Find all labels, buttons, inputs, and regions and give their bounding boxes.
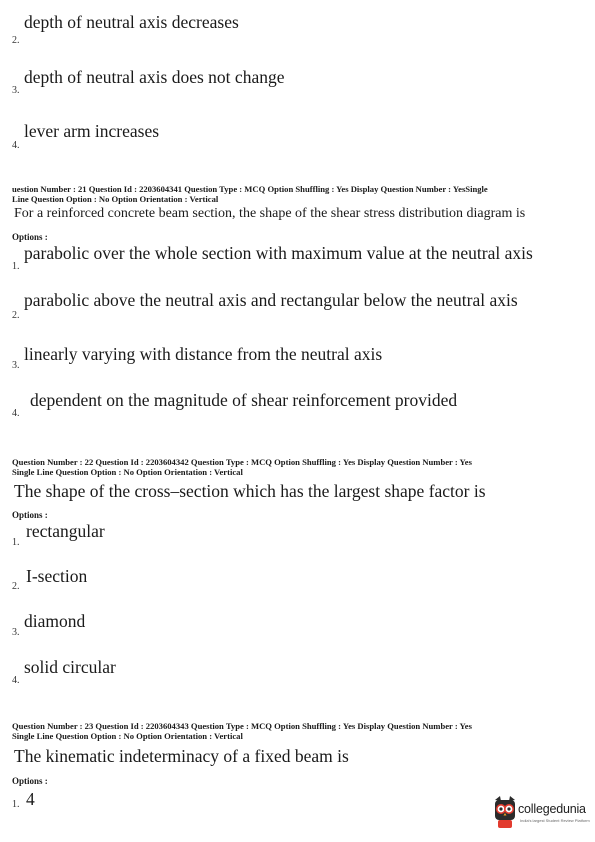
option-number: 3. — [12, 627, 20, 638]
question-text: For a reinforced concrete beam section, the shape of the shear stress distribution diagram is — [14, 206, 526, 221]
option-number: 2. — [12, 581, 20, 592]
question-meta: Single Line Question Option : No Option Orientation : Vertical — [12, 467, 243, 477]
option-text: depth of neutral axis decreases — [24, 12, 239, 32]
options-label: Options : — [12, 776, 48, 786]
option-text: parabolic over the whole section with maximum value at the neutral axis — [24, 243, 533, 263]
question-text: The shape of the cross–section which has the largest shape factor is — [14, 481, 486, 501]
option-number: 2. — [12, 310, 20, 321]
logo-tagline: India's largest Student Review Platform — [520, 818, 590, 823]
option-text: parabolic above the neutral axis and rectangular below the neutral axis — [24, 290, 518, 310]
option-number: 4. — [12, 675, 20, 686]
question-text: The kinematic indeterminacy of a fixed beam is — [14, 746, 349, 766]
option-text: 4 — [26, 789, 35, 809]
option-text: solid circular — [24, 657, 116, 677]
option-number: 1. — [12, 799, 20, 810]
option-number: 1. — [12, 261, 20, 272]
logo-wordmark: collegedunia — [518, 802, 586, 816]
option-text: rectangular — [26, 521, 105, 541]
option-number: 3. — [12, 85, 20, 96]
question-meta: Single Line Question Option : No Option Orientation : Vertical — [12, 731, 243, 741]
options-label: Options : — [12, 510, 48, 520]
option-text: depth of neutral axis does not change — [24, 67, 285, 87]
option-text: diamond — [24, 611, 86, 631]
question-meta: Question Number : 23 Question Id : 2203604343 Question Type : MCQ Option Shuffling : Yes Display Question Number : Yes — [12, 721, 472, 731]
option-text: dependent on the magnitude of shear reinforcement provided — [30, 390, 458, 410]
option-number: 1. — [12, 537, 20, 548]
option-text: linearly varying with distance from the neutral axis — [24, 344, 383, 364]
options-label: Options : — [12, 232, 48, 242]
question-meta: uestion Number : 21 Question Id : 2203604341 Question Type : MCQ Option Shuffling : Yes Display Question Number : YesSingle — [12, 184, 488, 194]
owl-icon — [492, 796, 518, 830]
option-text: I-section — [26, 566, 88, 586]
option-number: 4. — [12, 408, 20, 419]
option-text: lever arm increases — [24, 121, 160, 141]
collegedunia-logo — [492, 796, 592, 836]
option-number: 3. — [12, 360, 20, 371]
option-number: 2. — [12, 35, 20, 46]
option-number: 4. — [12, 140, 20, 151]
question-meta: Question Number : 22 Question Id : 2203604342 Question Type : MCQ Option Shuffling : Yes Display Question Number : Yes — [12, 457, 472, 467]
question-meta: Line Question Option : No Option Orientation : Vertical — [12, 194, 219, 204]
